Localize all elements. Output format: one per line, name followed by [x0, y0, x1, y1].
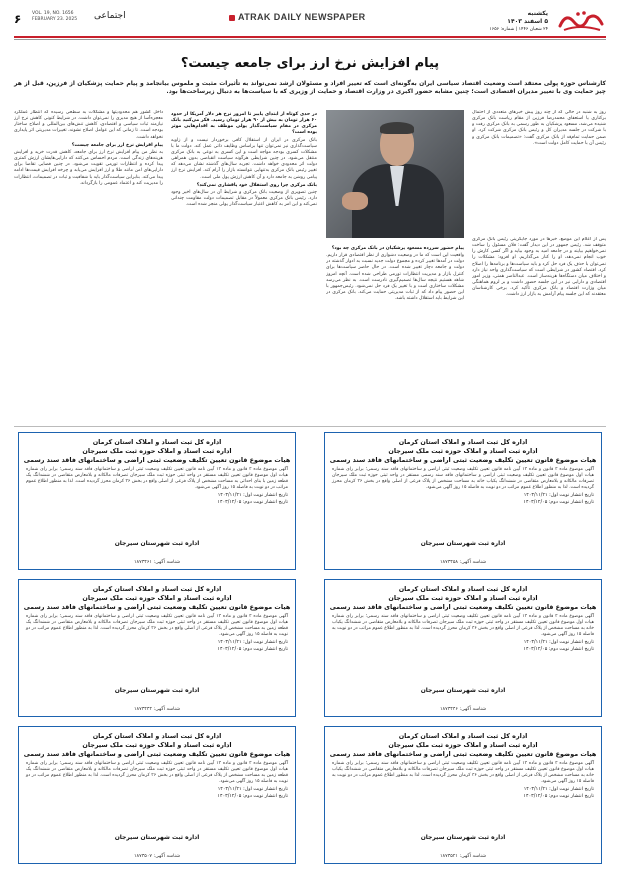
column-4b-text: به نظر من پیام افزایش نرخ ارز برای جامعه، کاهش قدرت خرید و افزایش هزینه‌های زندگی است. مردم احساس می‌کنند که دارایی‌هایشان ارزش کمتری پیدا کرده و انتظارات تورمی تقویت می‌شود. در چنین فضایی تقاضا برای دارایی‌های امن مانند طلا و ارز افزایش می‌یابد و چرخه افزایش قیمت‌ها ادامه پیدا می‌کند. بنابراین سیاست‌گذار باید با شفافیت و ثبات در تصمیمات، انتظارات را مدیریت کند و اعتماد عمومی را بازگرداند.	[14, 149, 163, 186]
brand-text: ATRAK DAILY NEWSPAPER	[238, 12, 366, 22]
notice-line-3: هیات موضوع قانون تعیین تکلیف وضعیت ثبتی اراضی و ساختمانهای فاقد سند رسمی	[23, 456, 291, 464]
notice-line-1: اداره کل ثبت اسناد و املاک استان کرمان	[398, 585, 528, 593]
notice-date-1: تاریخ انتشار نوبت اول: ۱۴۰۳/۱۱/۲۱	[523, 640, 594, 645]
notice-code: شناسه آگهی: ۱۸۷۳۴۶۱	[133, 560, 181, 565]
notice-date-1: تاریخ انتشار نوبت اول: ۱۴۰۳/۱۱/۲۱	[523, 493, 594, 498]
brand-dot-icon	[229, 15, 235, 21]
notice-date-2: تاریخ انتشار نوبت دوم: ۱۴۰۳/۱۲/۰۵	[217, 647, 288, 652]
volume-info	[32, 11, 77, 23]
notice-body: آگهی موضوع ماده ۳ قانون و ماده ۱۳ آیین نامه قانون تعیین تکلیف وضعیت ثبتی اراضی و ساختمانهای فاقد سند رسمی؛ برابر رای شماره هیات اول موضوع قانون تعیین تکلیف مستقر در واحد ثبتی حوزه ثبت ملک سیرجان تصرفات مالکانه و بلامعارض متقاضی در ششدانگ یکباب خانه به مساحت مشخص از پلاک فرعی از اصلی واقع در بخش ۳۶ کرمان محرز گردیده است. لذا به منظور اطلاع عموم مراتب در دو نوبت به فاصله ۱۵ روز آگهی می‌شود.	[332, 761, 595, 784]
notice-line-2: اداره ثبت اسناد و املاک حوزه ثبت ملک سیرجان	[388, 741, 538, 749]
notice-code: شناسه آگهی: ۱۸۷۳۴۴۶	[439, 707, 487, 712]
article-column-3	[171, 110, 317, 422]
persian-date: ۵ اسفند ۱۴۰۳	[507, 18, 548, 25]
notice-code: شناسه آگهی: ۱۸۷۳۵۲۱	[439, 854, 487, 859]
notice-line-1: اداره کل ثبت اسناد و املاک استان کرمان	[92, 732, 222, 740]
legal-notice	[18, 726, 296, 864]
notice-signature: اداره ثبت شهرستان سیرجان	[420, 834, 506, 841]
section-divider	[14, 426, 606, 427]
section-name: اجتماعی	[94, 11, 126, 21]
notice-body: آگهی موضوع ماده ۳ قانون و ماده ۱۳ آیین نامه قانون تعیین تکلیف وضعیت ثبتی اراضی و ساختمانهای فاقد سند رسمی؛ برابر رای شماره هیات اول موضوع قانون تعیین تکلیف مستقر در واحد ثبتی حوزه ثبت ملک سیرجان تصرفات مالکانه و بلامعارض متقاضی در ششدانگ یک قطعه زمین به مساحت مشخص از پلاک فرعی از اصلی واقع در بخش ۳۶ کرمان محرز گردیده است. لذا به منظور اطلاع عموم مراتب در دو نوبت به فاصله ۱۵ روز آگهی می‌شود.	[26, 614, 289, 637]
column-1-text: روز به شنبه در حالی که از چند روز پیش خبرهای متعددی از احتمال برکناری یا استعفای محمدرضا فرزین از مقام ریاست بانک مرکزی شنیده می‌شد، مسعود پزشکیان به طور رسمی به بانک مرکزی رفت و با شرکت در جلسه مدیران کل و رئیس بانک مرکزی شرکت کرد. او ضمن حمایت تمام‌قد از بانک مرکزی گفت: «تصمیمات بانک مرکزی و رئیس آن با حمایت کامل دولت است».	[472, 110, 606, 146]
page-header	[14, 8, 606, 48]
atrak-logo-icon	[556, 8, 606, 34]
weekday: یکشنبه	[527, 10, 548, 17]
notice-line-3: هیات موضوع قانون تعیین تکلیف وضعیت ثبتی اراضی و ساختمانهای فاقد سند رسمی	[329, 456, 597, 464]
legal-notice	[324, 579, 602, 717]
notice-date-1: تاریخ انتشار نوبت اول: ۱۴۰۳/۱۱/۲۱	[217, 640, 288, 645]
notice-line-2: اداره ثبت اسناد و املاک حوزه ثبت ملک سیرجان	[82, 741, 232, 749]
legal-notice	[18, 579, 296, 717]
column-2-text: واقعیت این است که ما در وضعیت دشواری از نظر اقتصادی قرار داریم. دولت در آمدها تغییر کرده و مجموع دولت جدید نسبت به ادوار گذشته در دولت و جامعه دچار تغییر شده است. در حال حاضر سیاست‌ها برای کنترل بازار و مدیریت انتظارات تورمی طراحی شده است. آنچه امروز شاهد هستیم نتیجه سال‌ها تصمیم‌گیری نادرست است. به نظر می‌رسد مشکلات ساختاری است و با تغییر یک فرد حل نمی‌شود. رئیس‌جمهور با این حضور پیام داد که از ثبات مدیریتی حمایت می‌کند. بانک مرکزی در این شرایط باید استقلال داشته باشد.	[326, 253, 464, 302]
column-3-question-2: بانک مرکزی چرا روی استقلال خود پافشاری نمی‌کند؟	[196, 182, 317, 188]
header-rule-thin	[14, 39, 606, 40]
article-column-1-continued	[472, 237, 606, 422]
page-number: ۶	[14, 12, 22, 26]
notice-signature: اداره ثبت شهرستان سیرجان	[420, 687, 506, 694]
article-column-2	[326, 244, 464, 422]
column-3-question-1: در حدی کوتاه از ابتدای پاییز تا امروز نرخ هر دلار آمریکا از حدود ۶۰ هزار تومان به بیش از ۹۰ هزار تومان رسید. فکر می‌کنید بانک مرکزی در مقام سیاست‌گذار پولی موظف به اقدام‌هایی موثر بوده است؟	[171, 112, 317, 136]
article-lead: کارشناس حوزه پولی معتقد است وضعیت اقتصاد سیاسی ایران به‌گونه‌ای است که تغییر افراد و مسئولان ارشد نمی‌تواند به تأثیرات مثبت و ملموس بیانجامد و پیام حمایت پزشکیان از فرزین، قبل از هر چیز حمایت وی با تغییر مدیران اقتصادی است؛ چنین مشابه حضور اکبری در وزارت اقتصاد و حمایت از وزیری که با سیاست‌ها به دنبال زیرساخت‌ها بود.	[14, 80, 606, 95]
article-column-1	[472, 110, 606, 232]
notice-date-1: تاریخ انتشار نوبت اول: ۱۴۰۳/۱۱/۲۱	[523, 787, 594, 792]
header-rule	[14, 36, 606, 38]
notice-date-1: تاریخ انتشار نوبت اول: ۱۴۰۳/۱۱/۲۱	[217, 787, 288, 792]
notice-date-1: تاریخ انتشار نوبت اول: ۱۴۰۳/۱۱/۲۱	[217, 493, 288, 498]
notice-line-2: اداره ثبت اسناد و املاک حوزه ثبت ملک سیرجان	[388, 594, 538, 602]
notice-body: آگهی موضوع ماده ۳ قانون و ماده ۱۳ آیین نامه قانون تعیین تکلیف وضعیت ثبتی اراضی و ساختمانهای فاقد سند رسمی؛ برابر رای شماره هیات اول موضوع قانون تعیین تکلیف مستقر در واحد ثبتی حوزه ثبت ملک سیرجان تصرفات مالکانه و بلامعارض متقاضی در ششدانگ یک قطعه زمین با بنای احداثی به مساحت مشخص از پلاک فرعی از اصلی واقع در بخش ۳۶ کرمان محرز گردیده است. لذا به منظور اطلاع عموم مراتب در دو نوبت به فاصله ۱۵ روز آگهی می‌شود.	[26, 467, 289, 490]
notice-code: شناسه آگهی: ۱۸۷۳۵۰۷	[133, 854, 181, 859]
notice-line-1: اداره کل ثبت اسناد و املاک استان کرمان	[92, 438, 222, 446]
column-2-subhead: پیام حضور سرزده مسعود پزشکیان در بانک مرکزی چه بود؟	[331, 246, 464, 251]
column-3b-text: چنین تصویری از وضعیت بانک مرکزی و شرایط آن در سال‌های اخیر وجود دارد. رئیس بانک مرکزی معمولاً در مقابل تصمیمات دولت مقاومت چندانی نمی‌کند و این امر به کاهش اعتبار سیاست‌گذار پولی منجر شده است.	[171, 189, 317, 208]
lunar-date: ۲۴ شعبان ۱۴۴۶ | شماره: ۱۶۵۶	[489, 27, 548, 32]
notice-date-2: تاریخ انتشار نوبت دوم: ۱۴۰۳/۱۲/۰۵	[523, 647, 594, 652]
volume-number: VOL. 19, NO. 1656	[32, 11, 74, 16]
english-date: FEBRUARY 23. 2025	[32, 17, 78, 22]
notice-signature: اداره ثبت شهرستان سیرجان	[114, 540, 200, 547]
notice-date-2: تاریخ انتشار نوبت دوم: ۱۴۰۳/۱۲/۰۵	[523, 794, 594, 799]
article-column-4	[14, 110, 163, 422]
notice-code: شناسه آگهی: ۱۸۷۳۴۵۸	[439, 560, 487, 565]
notice-line-3: هیات موضوع قانون تعیین تکلیف وضعیت ثبتی اراضی و ساختمانهای فاقد سند رسمی	[329, 603, 597, 611]
interviewee-photo	[326, 110, 464, 238]
notice-body: آگهی موضوع ماده ۳ قانون و ماده ۱۳ آیین نامه قانون تعیین تکلیف وضعیت ثبتی اراضی و ساختمانهای فاقد سند رسمی؛ برابر رای شماره هیات اول موضوع قانون تعیین تکلیف مستقر در واحد ثبتی حوزه ثبت ملک سیرجان تصرفات مالکانه و بلامعارض متقاضی در ششدانگ یکباب خانه به مساحت مشخص از پلاک فرعی از اصلی واقع در بخش ۳۶ کرمان محرز گردیده است. لذا به منظور اطلاع عموم مراتب در دو نوبت به فاصله ۱۵ روز آگهی می‌شود.	[332, 614, 595, 637]
column-3-text: بانک مرکزی در ایران از استقلال کافی برخوردار نیست و از زاویه سیاست‌گذاری نیز نمی‌توان تنها براساس وظایف ذاتی عمل کند. دولت ما با مشکلات کسری بودجه مواجه است و این کسری به نوعی به بانک مرکزی منتقل می‌شود. در چنین شرایطی هرگونه سیاست انقباضی بدون همراهی دولت اثر محدودی خواهد داشت. تجربه سال‌های گذشته نشان می‌دهد که تغییر رئیس بانک مرکزی به‌تنهایی نتوانسته بازار را آرام کند. افزایش نرخ ارز پیامی روشن به جامعه دارد و آن کاهش ارزش پول ملی است.	[171, 137, 317, 180]
notice-line-2: اداره ثبت اسناد و املاک حوزه ثبت ملک سیرجان	[388, 447, 538, 455]
notice-line-1: اداره کل ثبت اسناد و املاک استان کرمان	[398, 732, 528, 740]
notice-line-1: اداره کل ثبت اسناد و املاک استان کرمان	[92, 585, 222, 593]
notice-line-2: اداره ثبت اسناد و املاک حوزه ثبت ملک سیرجان	[82, 594, 232, 602]
article-title: پیام افزایش نرخ ارز برای جامعه چیست؟	[180, 56, 440, 71]
notice-code: شناسه آگهی: ۱۸۷۳۴۴۴	[133, 707, 181, 712]
legal-notice	[324, 432, 602, 570]
notice-line-3: هیات موضوع قانون تعیین تکلیف وضعیت ثبتی اراضی و ساختمانهای فاقد سند رسمی	[23, 603, 291, 611]
notice-line-2: اداره ثبت اسناد و املاک حوزه ثبت ملک سیرجان	[82, 447, 232, 455]
column-4-question-1: پیام افزایش نرخ ارز برای جامعه چیست؟	[71, 142, 163, 148]
notice-date-2: تاریخ انتشار نوبت دوم: ۱۴۰۳/۱۲/۰۵	[523, 500, 594, 505]
notice-line-3: هیات موضوع قانون تعیین تکلیف وضعیت ثبتی اراضی و ساختمانهای فاقد سند رسمی	[23, 750, 291, 758]
notice-date-2: تاریخ انتشار نوبت دوم: ۱۴۰۳/۱۲/۰۵	[217, 794, 288, 799]
notice-signature: اداره ثبت شهرستان سیرجان	[114, 834, 200, 841]
notice-body: آگهی موضوع ماده ۳ قانون و ماده ۱۳ آیین نامه قانون تعیین تکلیف وضعیت ثبتی اراضی و ساختمانهای فاقد سند رسمی؛ برابر رای شماره هیات اول موضوع قانون تعیین تکلیف مستقر در واحد ثبتی حوزه ثبت ملک سیرجان تصرفات مالکانه و بلامعارض متقاضی در ششدانگ یک قطعه زمین به مساحت مشخص از پلاک فرعی از اصلی واقع در بخش ۳۶ کرمان محرز گردیده است. لذا به منظور اطلاع عموم مراتب در دو نوبت به فاصله ۱۵ روز آگهی می‌شود.	[26, 761, 289, 784]
legal-notice	[324, 726, 602, 864]
notice-date-2: تاریخ انتشار نوبت دوم: ۱۴۰۳/۱۲/۰۵	[217, 500, 288, 505]
notice-signature: اداره ثبت شهرستان سیرجان	[114, 687, 200, 694]
legal-notice	[18, 432, 296, 570]
persian-date-block	[489, 10, 548, 34]
notice-line-3: هیات موضوع قانون تعیین تکلیف وضعیت ثبتی اراضی و ساختمانهای فاقد سند رسمی	[329, 750, 597, 758]
notice-body: آگهی موضوع ماده ۳ قانون و ماده ۱۳ آیین نامه قانون تعیین تکلیف وضعیت ثبتی اراضی و ساختمانهای فاقد سند رسمی؛ برابر رای شماره هیات اول موضوع قانون تعیین تکلیف وضعیت ثبتی اراضی و ساختمانهای فاقد سند رسمی مستقر در واحد ثبتی حوزه ثبت ملک سیرجان تصرفات مالکانه و بلامعارض متقاضی در ششدانگ یکباب خانه به مساحت مشخص از پلاک فرعی از اصلی واقع در بخش ۳۶ کرمان محرز گردیده است. لذا به منظور اطلاع عموم مراتب در دو نوبت به فاصله ۱۵ روز آگهی می‌شود.	[332, 467, 595, 490]
notice-line-1: اداره کل ثبت اسناد و املاک استان کرمان	[398, 438, 528, 446]
brand-name	[229, 12, 366, 22]
column-1b-text: پس از اعلام این موضع، خبرها در مورد جایگزینی رئیس بانک مرکزی متوقف شد. رئیس جمهور در این دیدار گفت: فلان مسئول را ساخت نمی‌خواهیم بیایند و در جامعه امید به وجود بیاید و اگر کسی کارش را خوب انجام نمی‌دهد، او را کنار می‌گذاریم. او افزود: مشکلات را نمی‌توان با حذف یک فرد حل کرد و باید سیاست‌ها و برنامه‌ها را اصلاح کرد. اقتصاد کشور در شرایطی است که سیاست‌گذاری واحد نیاز دارد و اختلاف میان دستگاه‌ها هزینه‌ساز است. عبدالناصر همتی، وزیر امور اقتصادی و دارایی نیز در این جلسه حضور داشت و بر لزوم هماهنگی میان وزارت اقتصاد و بانک مرکزی تأکید کرد. برخی کارشناسان معتقدند که این جلسه پیام آرامش به بازار ارز داشت.	[472, 237, 606, 298]
notice-signature: اداره ثبت شهرستان سیرجان	[420, 540, 506, 547]
column-4-text: داخل کشور هم محدودیتها و مشکلات به سطحی رسیده که انتظار عملکرد معجزه‌آسا از هیچ مدیری را نمی‌توان داشت. در شرایط کنونی کاهش نرخ ارز نیازمند ثبات سیاسی و اقتصادی، کاهش تنش‌های بین‌المللی و اصلاح ساختار بودجه است. تا زمانی که این عوامل اصلاح نشوند، تغییرات مدیریتی اثر پایداری نخواهد داشت.	[14, 110, 163, 140]
